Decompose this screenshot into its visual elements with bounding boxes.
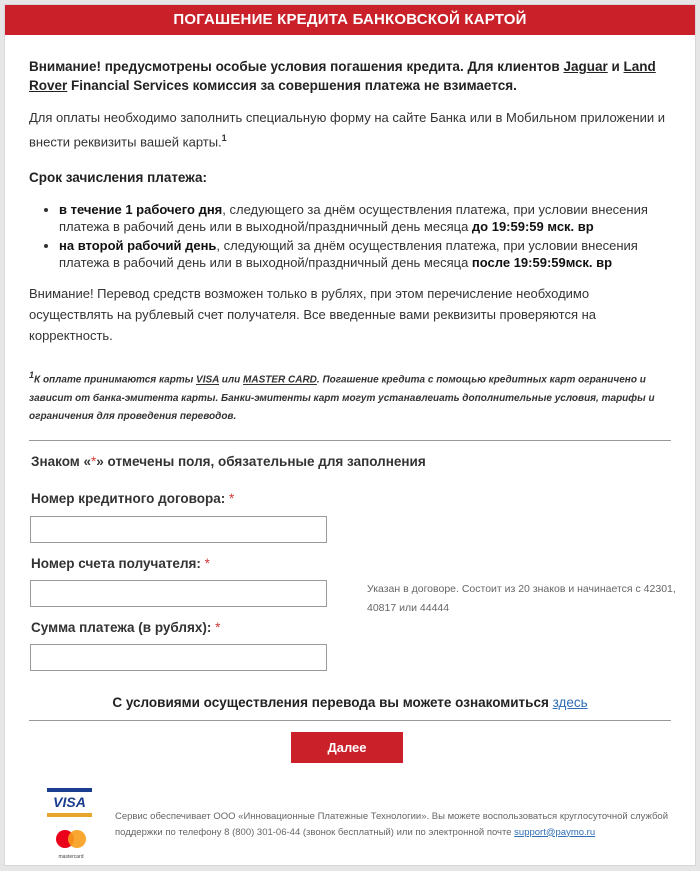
terms-heading: Срок зачисления платежа: [29,170,208,186]
warning-text: Внимание! предусмотрены особые условия погашения кредита. Для клиентов [29,59,564,74]
contract-label [31,491,234,506]
contract-number-input[interactable] [30,516,327,543]
jaguar-link[interactable]: Jaguar [563,59,608,74]
payment-instructions-text: Для оплаты необходимо заполнить специальную форму на сайте Банка или в Мобильном приложении и внести реквизиты вашей карты. [29,110,666,150]
term-text: , следующего за днём осуществления платежа, при условии внесения платежа в рабочий день или в выходной/праздничный день месяца [59,202,648,235]
footnote-mark: 1 [221,133,227,143]
term-deadline: до 19:59:59 мск. вр [471,219,594,235]
required-star: * [229,490,235,506]
page-title: ПОГАШЕНИЕ КРЕДИТА БАНКОВСКОЙ КАРТОЙ [5,5,695,35]
term-text: , следующий за днём осуществления платежа, при условии внесения платежа в рабочий день или в выходной/праздничный день месяца [59,238,638,271]
payment-form [5,469,695,669]
land-rover-link[interactable]: Land Rover [29,59,656,93]
term-deadline: после 19:59:59мск. вр [471,255,613,271]
footnote-text: К оплате принимаются карты [34,374,197,386]
label-text: Номер счета получателя: [31,555,201,571]
rubles-warning: Внимание! Перевод средств возможен только в рублях, при этом перечисление необходимо осуществлять на рублевый счет получателя. Все введенные вами реквизиты проверяются на корректность. [29,286,596,344]
term-bold: в течение 1 рабочего дня [59,202,223,218]
cards-footnote [29,366,671,425]
conditions-link[interactable]: здесь [552,694,588,710]
account-number-input[interactable] [30,580,327,607]
list-item [59,201,671,235]
footnote-mark: 1 [29,370,35,381]
label-text: Сумма платежа (в рублях): [31,619,212,635]
warning-text: и [607,59,624,74]
required-note-text: Знаком « [31,453,92,469]
conditions-line [5,685,695,720]
label-text: Номер кредитного договора: [31,490,226,506]
account-hint: Указан в договоре. Состоит из 20 знаков и начинается с 42301, 40817 или 44444 [367,582,676,614]
required-star: * [215,619,221,635]
required-star: * [204,555,210,571]
footer [5,763,695,863]
amount-label [31,620,220,635]
payment-instructions [29,107,671,152]
warning-text: Financial Services комиссия за совершения платежа не взимается. [67,78,517,93]
support-text: Сервис обеспечивает ООО «Инновационные Платежные Технологии». Вы можете воспользоваться круглосуточной службой поддержки по телефону 8 (800) 301-06-44 (звонок бесплатный) или по электронной почте [115,810,669,838]
special-conditions-warning [29,57,671,95]
support-email-link[interactable]: support@paymo.ru [514,826,596,838]
payment-page [4,4,696,866]
footnote-text: или [219,374,244,386]
required-fields-note [5,441,695,469]
next-button[interactable]: Далее [291,732,403,763]
visa-text: VISA [196,374,220,386]
mastercard-text: MASTER CARD [243,374,317,386]
submit-row [5,721,695,763]
mastercard-logo [51,827,91,861]
footer-support-text [115,809,685,841]
conditions-text: С условиями осуществления перевода вы можете ознакомиться [112,694,553,710]
term-bold: на второй рабочий день [59,238,217,254]
terms-list [29,201,671,271]
account-label [31,556,210,571]
list-item [59,237,671,271]
info-section [5,35,695,426]
footnote-text: . Погашение кредита с помощью кредитных карт ограничено и зависит от банка-эмитента карты. Банки-эмитенты карт могут устанавлеиать дополнительные условия, тарифы и ограничения для проведения переводов. [29,374,655,422]
mastercard-wordmark: mastercard [58,853,84,860]
amount-input[interactable] [30,644,327,671]
required-star: * [91,453,97,469]
visa-logo: VISA [47,788,92,817]
required-note-text: » отмечены поля, обязательные для заполнения [96,453,426,469]
